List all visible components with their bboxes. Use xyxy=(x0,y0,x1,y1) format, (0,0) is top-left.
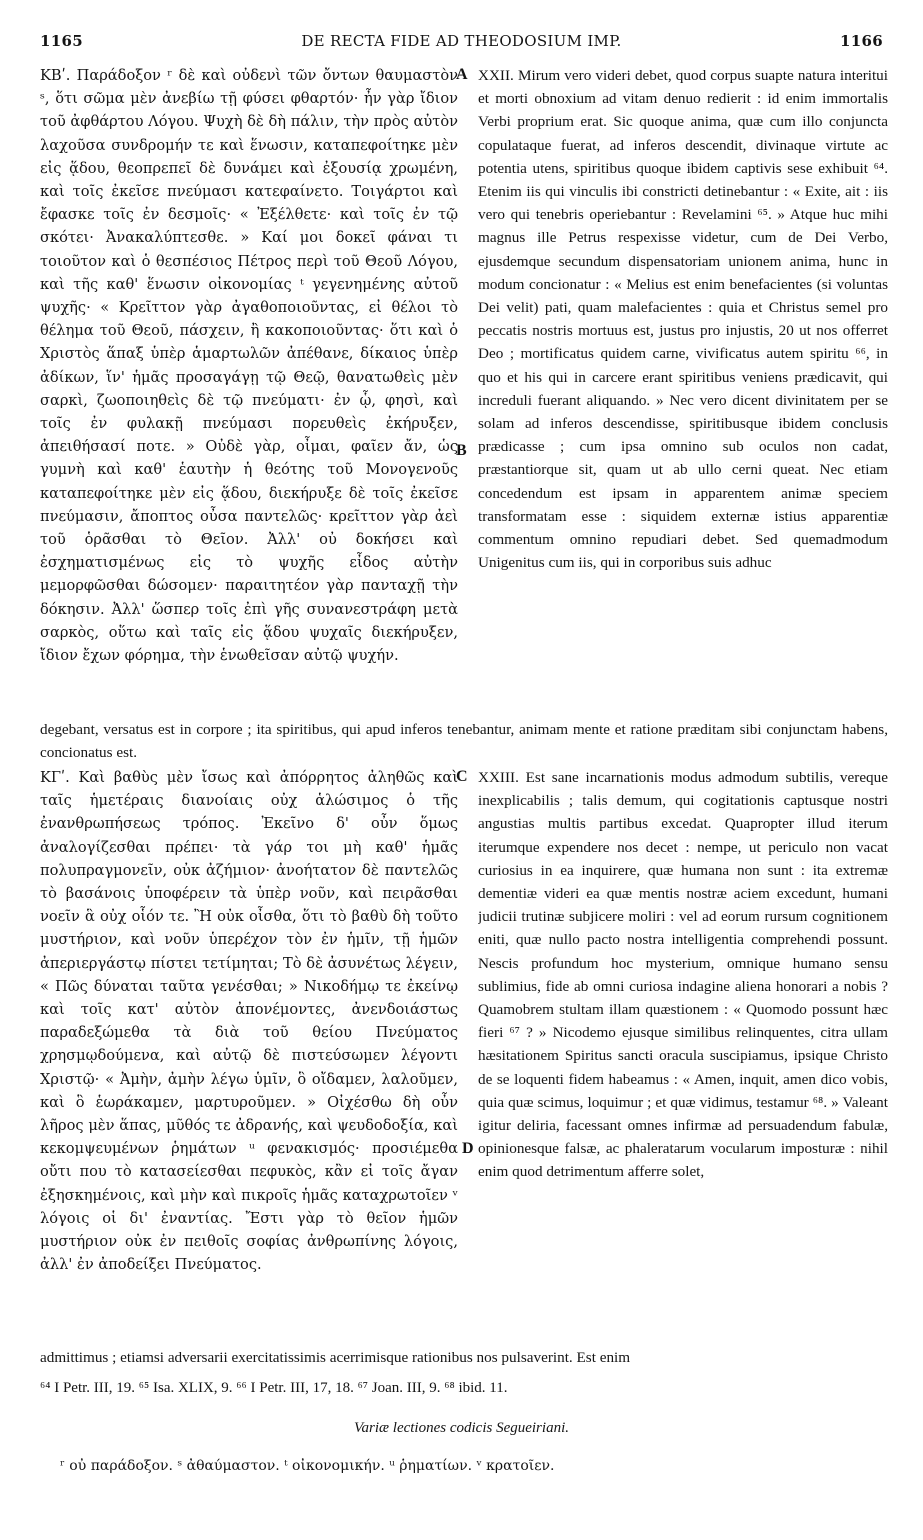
variae-lectiones-title: Variæ lectiones codicis Segueiriani. xyxy=(354,1420,569,1436)
greek-column-section-22: ΚΒʹ. Παράδοξον ʳ δὲ καὶ οὐδενὶ τῶν ὄντων θαυμαστὸν ˢ, ὅτι σῶμα μὲν ἀνεβίω τῇ φύσει φθαρτόν· ἦν γὰρ ἴδιον τοῦ ἀφθάρτου Λόγου. Ψυχὴ δὲ δὴ πάλιν, τὴν πρὸς αὐτὸν λαχοῦσα συνδρομήν τε καὶ ἕνωσιν, καταπεφοίτηκε μὲν εἰς ᾅδου, θεοπρεπεῖ δὲ δυνάμει καὶ ἐξουσίᾳ χρωμένη, καὶ τοῖς ἐκεῖσε πνεύμασι κατεφαίνετο. Τοιγάρτοι καὶ ἔφασκε τοῖς ἐν δεσμοῖς· « Ἐξέλθετε· καὶ τοῖς ἐν τῷ σκότει· Ἀνακαλύπτεσθε. » Καί μοι δοκεῖ φάναι τι τοιοῦτον καὶ ὁ θεσπέσιος Πέτρος περὶ τοῦ Θεοῦ Λόγου, καὶ τῆς καθ' ἕνωσιν οἰκονομίας ᵗ γεγενημένης αὐτοῦ ψυχῆς· « Κρεῖττον γὰρ ἀγαθοποιοῦντας, εἰ θέλοι τὸ θέλημα τοῦ Θεοῦ, πάσχειν, ἢ κακοποιοῦντας· ὅτι καὶ ὁ Χριστὸς ἅπαξ ὑπὲρ ἁμαρτωλῶν ἀπέθανε, δίκαιος ὑπὲρ ἀδίκων, ἵν' ἡμᾶς προσαγάγῃ τῷ Θεῷ, θανατωθεὶς μὲν σαρκὶ, ζωοποιηθεὶς δὲ τῷ πνεύματι· ἐν ᾧ, φησὶ, καὶ τοῖς ἐν φυλακῇ πνεύμασι πορευθεὶς ἐκήρυξεν, ἀπειθήσασί ποτε. » Οὐδὲ γὰρ, οἶμαι, φαῖεν ἄν, ὡς γυμνὴ καὶ καθ' ἑαυτὴν ἡ θεότης τοῦ Μονογενοῦς καταπεφοίτηκε μὲν εἰς ᾅδου, διεκήρυξε δὲ τοῖς ἐκεῖσε πνεύμασιν, ἄποπτος οὖσα παντελῶς· κρεῖττον γὰρ ἀεὶ τοῦ ὁρᾶσθαι τὸ Θεῖον. Ἀλλ' οὐ δοκήσει καὶ ἐσχηματισμένως εἰς τὸ ψυχῆς εἶδος αὐτὴν μεμορφῶσθαι δώσομεν· παραιτητέον γὰρ πανταχῇ τὴν δόκησιν. Ἀλλ' ὥσπερ τοῖς ἐπὶ γῆς συνανεστράφη μετὰ σαρκὸς, οὕτω καὶ ταῖς εἰς ᾅδου ψυχαῖς διεκήρυξεν, ἴδιον ἔχων φόρημα, τὴν ἑνωθεῖσαν αὐτῷ ψυχήν. xyxy=(40,67,458,665)
margin-letter-d: D xyxy=(462,1140,474,1157)
margin-letter-c: C xyxy=(456,768,468,785)
latin-continuation-section-22: degebant, versatus est in corpore ; ita spiritibus, qui apud inferos tenebantur, animam mente et ratione præditam sibi conjunctam habens, concionatus est. xyxy=(40,721,888,762)
margin-letter-a: A xyxy=(456,66,468,83)
running-title: DE RECTA FIDE AD THEODOSIUM IMP. xyxy=(301,32,622,50)
page-header xyxy=(40,32,883,54)
footnotes: ⁶⁴ I Petr. III, 19. ⁶⁵ Isa. XLIX, 9. ⁶⁶ I Petr. III, 17, 18. ⁶⁷ Joan. III, 9. ⁶⁸ ibid. 11. xyxy=(40,1380,508,1396)
page-number-left: 1165 xyxy=(40,32,83,50)
page-number-right: 1166 xyxy=(840,32,883,50)
latin-column-section-23: XXIII. Est sane incarnationis modus admodum subtilis, vereque inexplicabilis ; talis demum, qui cogitationis captusque nostri angustias multis partibus excedat. Quapropter illud iterum iterumque expendere nos decet : nempe, ut periculo non vacat curiosius in ea inquirere, quæ humana non sunt : ita extremæ dementiæ videri ea quæ mentis nostræ aciem excedunt, humani judicii trutinæ subjicere moliri : vel ad eorum rursum cognitionem eniti, quæ nullo pacto nostra intelligentia comprehendi possunt. Nescis profundum hoc mysterium, omnique humano sensu sublimius, fide ab omni curiosa indagine aliena honorari a nobis ? Quamobrem stultam illam quæstionem : « Quomodo possunt hæc fieri ⁶⁷ ? » Nicodemo ejusque similibus relinquentes, citra ullam hæsitationem Spiritus sancti oracula suscipiamus, ipsique Christo de se loquenti fidem habeamus : « Amen, inquit, amen dico vobis, quia quæ scimus, loquimur ; et quæ vidimus, testamur ⁶⁸. » Valeant igitur deliria, facessant omnes infirmæ ad persuadendum fabulæ, opinionesque falsæ, ac phaleratarum vocularum imposturæ : nihil enim quod detrimentum afferre solet, xyxy=(478,769,888,1181)
margin-letter-b: B xyxy=(456,442,467,459)
greek-column-section-23: ΚΓʹ. Καὶ βαθὺς μὲν ἴσως καὶ ἀπόρρητος ἀληθῶς καὶ ταῖς ἡμετέραις διανοίαις οὐχ ἁλώσιμος ὁ τῆς ἐνανθρωπήσεως τρόπος. Ἐκεῖνο δ' οὖν ὅμως ἀναλογίζεσθαι πρέπει· τὰ γάρ τοι μὴ καθ' ἡμᾶς πολυπραγμονεῖν, οὐκ ἀζήμιον· ἀνοήτατον δὲ παντελῶς τὸ βασάνοις ὑποφέρειν τὰ ὑπὲρ νοῦν, καὶ πειρᾶσθαι νοεῖν ἃ οὐχ οἷόν τε. Ἢ οὐκ οἶσθα, ὅτι τὸ βαθὺ δὴ τοῦτο μυστήριον, καὶ νοῦν ὑπερέχον τὸν ἐν ἡμῖν, τῇ ἡμῶν ἀπεριεργάστῳ πίστει τετίμηται; Τὸ δὲ ἀσυνέτως λέγειν, « Πῶς δύναται ταῦτα γενέσθαι; » Νικοδήμῳ τε ἐκείνῳ καὶ τοῖς κατ' αὐτὸν ἀπονέμοντες, ἀνενδοιάστως παραδεξώμεθα τὰ διὰ τοῦ θείου Πνεύματος χρησμῳδούμενα, καὶ αὐτῷ δὲ πιστεύσωμεν λέγοντι Χριστῷ· « Ἀμὴν, ἀμὴν λέγω ὑμῖν, ὃ οἴδαμεν, λαλοῦμεν, καὶ ὃ ἑωράκαμεν, μαρτυροῦμεν. » Οἰχέσθω δὴ οὖν λῆρος μὲν ἅπας, μῦθός τε ἀδρανής, καὶ ψευδοδοξία, καὶ κεκομψευμένων ῥημάτων ᵘ φενακισμός· προσιέμεθα οὔτι που τὸ κατασείεσθαι πεφυκὸς, κἂν εἰ τοῖς ἄγαν ἐξησκημένοις, καὶ μὴν καὶ πικροῖς ἡμᾶς καταχρωτοῖεν ᵛ λόγοις οἱ δι' ἐναντίας. Ἔστι γὰρ τὸ θεῖον ἡμῶν μυστήριον οὐκ ἐν πειθοῖς σοφίας ἀνθρωπίνης λόγοις, ἀλλ' ἐν ἀποδείξει Πνεύματος. xyxy=(40,769,458,1274)
latin-column-section-22: XXII. Mirum vero videri debet, quod corpus suapte natura interitui et morti obnoxium ad vitam denuo redierit : id enim immortalis Verbi proprium erat. Sic quoque anima, quæ cum illo conjuncta copulataque fuerat, ad inferos descendit, divinaque virtute ac potentia utens, spiritibus quoque ibidem captivis sese exhibuit ⁶⁴. Etenim iis qui vinculis ibi constricti detinebantur : « Exite, ait : iis vero qui tenebris operiebantur : Revelamini ⁶⁵. » Atque huc mihi magnus ille Petrus respexisse videtur, cum de Dei Verbo, ejusdemque secundum dispensatoriam unionem anima, hunc in modum concionatur : « Melius est enim benefacientes (si voluntas Dei velit) pati, quam malefacientes : quia et Christus semel pro peccatis nostris mortuus est, justus pro injustis, 20 ut nos offerret Deo ; mortificatus quidem carne, vivificatus autem spiritu ⁶⁶, in quo et his qui in carcere erant spiritibus veniens prædicavit, qui increduli fuerant aliquando. » Nec vero dicent divinitatem per se solam ad inferos descendisse, spiritibusque ibidem conclusis prædicasse ; cum ipsa omnino sub oculos non cadat, præstantiorque sit, quam ut ab ullo cerni queat. Nec etiam concedendum est ipsam in apparentem animæ speciem transformatam esse : siquidem externæ istius apparentiæ commentum omnino repudiari debet. Sed quemadmodum Unigenitus cum iis, qui in corporibus suis adhuc xyxy=(478,67,888,572)
latin-continuation-section-23: admittimus ; etiamsi adversarii exercitatissimis acerrimisque rationibus nos pulsaverint. Est enim xyxy=(40,1349,631,1366)
variae-lectiones: ʳ οὐ παράδοξον. ˢ ἀθαύμαστον. ᵗ οἰκονομικήν. ᵘ ῥηματίων. ᵛ κρατοῖεν. xyxy=(60,1458,555,1474)
